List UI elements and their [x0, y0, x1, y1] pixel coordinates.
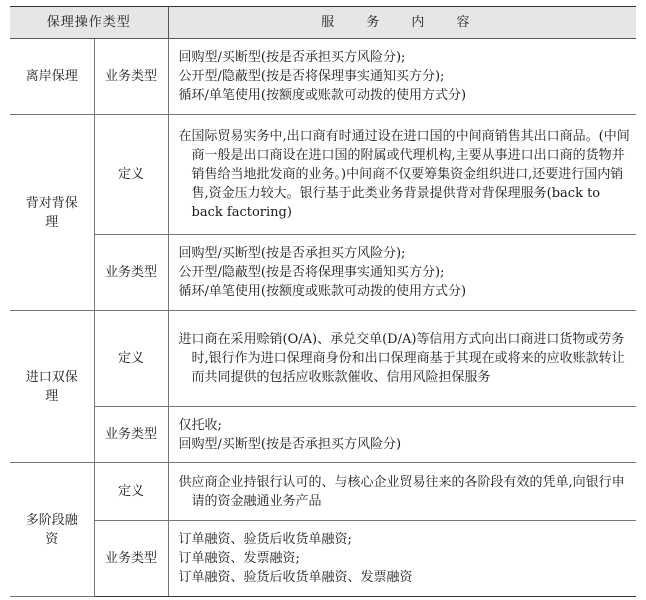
- sub-label: 定义: [94, 463, 168, 521]
- content-line: 公开型/隐蔽型(按是否将保理事实通知买方分);: [178, 69, 445, 84]
- table-row: [10, 407, 636, 463]
- content-cell: [168, 311, 636, 407]
- table-row: [10, 521, 636, 597]
- content-cell: [168, 463, 636, 521]
- content-line: 订单融资、发票融资;: [178, 551, 300, 566]
- content-cell: [168, 235, 636, 311]
- table-row: [10, 115, 636, 235]
- content-line: 循环/单笔使用(按额度或账款可动拨的使用方式分): [178, 284, 467, 299]
- sub-label: 业务类型: [94, 235, 168, 311]
- sub-label: 定义: [94, 115, 168, 235]
- factoring-table: [10, 6, 636, 597]
- category-cell: 离岸保理: [10, 39, 94, 115]
- header-row: [10, 7, 636, 39]
- content-cell: [168, 407, 636, 463]
- definition-text: 进口商在采用赊销(O/A)、承兑交单(D/A)等信用方式向出口商进口货物或劳务时,银行作为进口保理商身份和出口保理商基于其现在或将来的应收账款转让而共同提供的包括应收账款催收、信用风险担保服务: [178, 332, 625, 385]
- content-line: 订单融资、验货后收货单融资;: [178, 532, 352, 547]
- sub-label: 定义: [94, 311, 168, 407]
- content-line: 回购型/买断型(按是否承担买方风险分): [178, 436, 402, 452]
- table-row: [10, 39, 636, 115]
- category-cell: 进口双保理: [10, 311, 94, 463]
- content-cell: [168, 115, 636, 235]
- content-line: 回购型/买断型(按是否承担买方风险分);: [178, 50, 406, 65]
- content-line: 仅托收;: [178, 417, 222, 433]
- content-line: 公开型/隐蔽型(按是否将保理事实通知买方分);: [178, 265, 445, 280]
- definition-text: 供应商企业持银行认可的、与核心企业贸易往来的各阶段有效的凭单,向银行申请的资金融通业务产品: [178, 474, 625, 509]
- content-cell: [168, 39, 636, 115]
- header-type: 保理操作类型: [10, 7, 168, 39]
- content-line: 订单融资、验货后收货单融资、发票融资: [178, 570, 413, 585]
- sub-label: 业务类型: [94, 407, 168, 463]
- category-cell: 多阶段融资: [10, 463, 94, 597]
- content-line: 循环/单笔使用(按额度或账款可动拨的使用方式分): [178, 88, 467, 103]
- table-row: [10, 311, 636, 407]
- table-row: [10, 463, 636, 521]
- sub-label: 业务类型: [94, 521, 168, 597]
- header-content: 服 务 内 容: [168, 7, 636, 39]
- category-cell: 背对背保理: [10, 115, 94, 311]
- definition-text: 在国际贸易实务中,出口商有时通过设在进口国的中间商销售其出口商品。(中间商一般是出口商设在进口国的附属或代理机构,主要从事进口出口商的货物并销售给当地批发商的业务。)中间商不仅要筹集资金组织进口,还要进行国内销售,资金压力较大。银行基于此类业务背景提供背对背保理服务(back to back factoring): [178, 129, 630, 220]
- table-row: [10, 235, 636, 311]
- sub-label: 业务类型: [94, 39, 168, 115]
- content-line: 回购型/买断型(按是否承担买方风险分);: [178, 246, 406, 261]
- content-cell: [168, 521, 636, 597]
